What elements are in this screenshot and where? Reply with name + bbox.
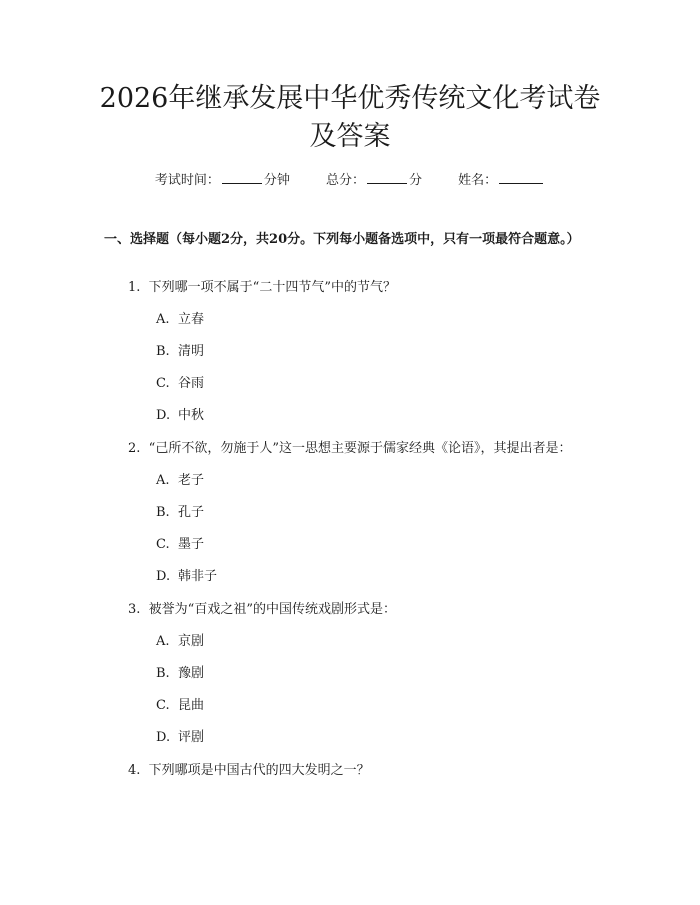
option-letter: B. (156, 666, 170, 681)
option-text: 京剧 (178, 634, 205, 649)
total-score-field (326, 169, 422, 190)
question-text: “己所不欲，勿施于人”这一思想主要源于儒家经典《论语》，其提出者是： (148, 441, 572, 456)
exam-time-unit: 分钟 (263, 173, 290, 188)
option-letter: B. (156, 505, 170, 520)
option-c[interactable] (104, 374, 598, 394)
option-letter: A. (156, 473, 170, 488)
option-letter: A. (156, 312, 170, 327)
option-text: 墨子 (178, 537, 205, 552)
question-text: 被誉为“百戏之祖”的中国传统戏剧形式是： (148, 602, 396, 617)
option-text: 老子 (178, 473, 205, 488)
option-letter: D. (156, 730, 171, 745)
option-text: 评剧 (178, 730, 205, 745)
option-text: 豫剧 (178, 666, 205, 681)
exam-title: 2026年继承发展中华优秀传统文化考试卷及答案 (99, 83, 601, 152)
option-d[interactable] (104, 567, 598, 587)
option-text: 谷雨 (178, 376, 205, 391)
option-text: 孔子 (178, 505, 205, 520)
option-letter: C. (156, 537, 170, 552)
question-list (104, 277, 598, 793)
name-blank[interactable] (499, 169, 543, 184)
option-b[interactable] (104, 342, 598, 362)
question-text: 下列哪项是中国古代的四大发明之一？ (148, 763, 370, 778)
option-d[interactable] (104, 728, 598, 748)
option-letter: B. (156, 344, 170, 359)
question-stem (104, 277, 598, 299)
option-letter: A. (156, 634, 170, 649)
option-d[interactable] (104, 406, 598, 426)
question-3 (104, 599, 598, 748)
question-number: 1. (128, 280, 141, 295)
question-text: 下列哪一项不属于“二十四节气”中的节气？ (148, 280, 396, 295)
option-text: 立春 (178, 312, 205, 327)
option-letter: D. (156, 569, 171, 584)
option-text: 韩非子 (178, 569, 218, 584)
option-a[interactable] (104, 632, 598, 652)
option-text: 昆曲 (178, 698, 205, 713)
question-stem (104, 599, 598, 621)
option-b[interactable] (104, 503, 598, 523)
exam-time-label: 考试时间： (154, 173, 220, 188)
option-c[interactable] (104, 535, 598, 555)
name-field (458, 169, 545, 190)
question-4 (104, 760, 598, 782)
question-stem (104, 760, 598, 782)
section-heading: 一、选择题（每小题2分，共20分。下列每小题备选项中，只有一项最符合题意。） (104, 232, 580, 247)
option-text: 清明 (178, 344, 205, 359)
option-text: 中秋 (178, 408, 205, 423)
option-letter: D. (156, 408, 171, 423)
question-number: 4. (128, 763, 141, 778)
name-label: 姓名： (458, 173, 498, 188)
question-stem (104, 438, 598, 460)
exam-info-row (0, 169, 700, 190)
total-score-blank[interactable] (367, 169, 407, 184)
option-b[interactable] (104, 664, 598, 684)
total-score-label: 总分： (325, 173, 365, 188)
question-1 (104, 277, 598, 426)
option-letter: C. (156, 376, 170, 391)
option-a[interactable] (104, 310, 598, 330)
option-a[interactable] (104, 471, 598, 491)
exam-time-field (155, 169, 290, 190)
option-c[interactable] (104, 696, 598, 716)
option-letter: C. (156, 698, 170, 713)
question-2 (104, 438, 598, 587)
total-score-unit: 分 (409, 173, 423, 188)
question-number: 3. (128, 602, 141, 617)
exam-time-blank[interactable] (222, 169, 262, 184)
question-number: 2. (128, 441, 141, 456)
